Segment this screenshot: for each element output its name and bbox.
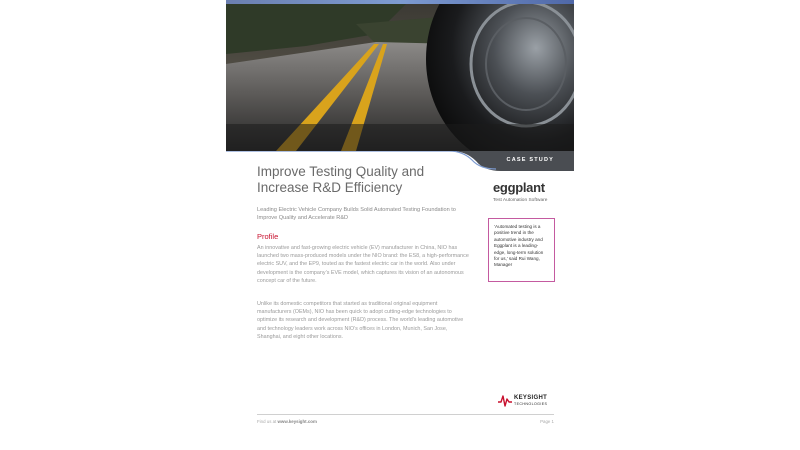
- footer-divider: [257, 414, 554, 415]
- keysight-subtitle: TECHNOLOGIES: [514, 402, 548, 406]
- keysight-logo: [498, 393, 560, 411]
- footer-link[interactable]: www.keysight.com: [277, 419, 317, 424]
- eggplant-logo: eggplant: [493, 180, 545, 195]
- profile-paragraph-2: Unlike its domestic competitors that started as traditional original equipment manufacturers (OEMs), NIO has been quick to adopt cutting-edge technologies to optimize its research and development (R&D) process. The world’s leading automotive and technology leaders work across NIO’s offices in London, Munich, San Jose, Shanghai, and eight other locations.: [257, 301, 464, 340]
- footer-prefix: Find us at: [257, 419, 277, 424]
- keysight-wave-icon: [498, 395, 512, 407]
- document-title: Improve Testing Quality and Increase R&D Efficiency: [257, 164, 425, 195]
- case-study-label: CASE STUDY: [506, 157, 554, 163]
- document-subtitle: Leading Electric Vehicle Company Builds Solid Automated Testing Foundation to Improve Quality and Accelerate R&D: [257, 207, 456, 221]
- quote-text: ‘Automated testing is a positive trend in the automotive industry and Eggplant is a leading-edge, long-term solution for us,’ said Rui Wang, Manager: [494, 224, 544, 268]
- document-page: [226, 0, 574, 450]
- footer-left: [257, 419, 317, 424]
- keysight-name: KEYSIGHT: [514, 395, 548, 401]
- page-number: Page 1: [540, 419, 554, 424]
- profile-paragraph-1: An innovative and fast-growing electric vehicle (EV) manufacturer in China, NIO has launched two mass-produced models under the NIO brand: the ES8, a high-performance electric SUV, and the EP9, touted as the fastest electric car in the world. Also under development is the company’s EVE model, which captures its vision of an autonomous concept car of the future.: [257, 245, 469, 284]
- quote-callout: [488, 218, 555, 282]
- hero-road-image: [226, 4, 574, 151]
- profile-heading: Profile: [257, 232, 279, 241]
- eggplant-tagline: Test Automation Software: [493, 198, 548, 203]
